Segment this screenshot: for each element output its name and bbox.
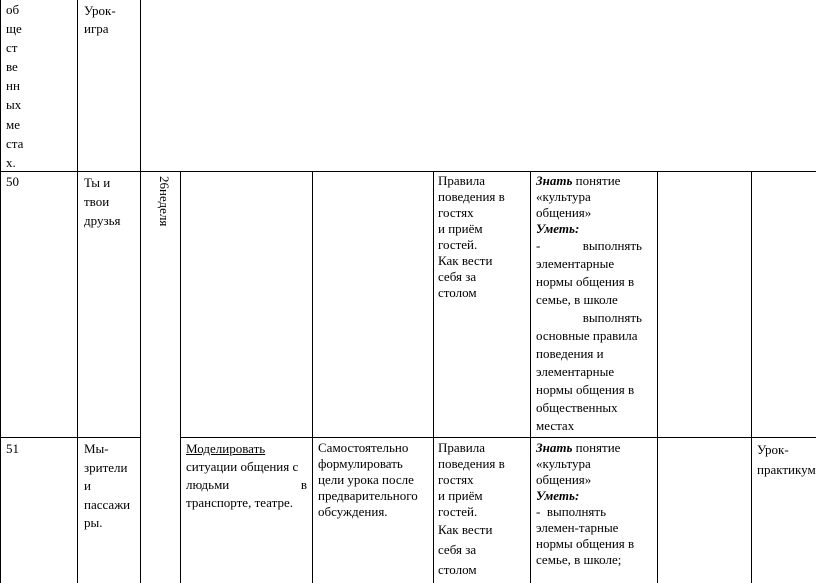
skill-line: основные правила — [536, 328, 638, 343]
goal-line: предварительного — [318, 488, 418, 503]
know-label: Знать — [536, 440, 573, 455]
topic-line: ме — [6, 116, 20, 132]
grid-line — [77, 0, 78, 583]
topic-line: пассажи — [84, 496, 131, 512]
topic-line: ста — [6, 135, 24, 151]
skill-line: - выполнять — [536, 504, 607, 519]
content-cell — [438, 173, 528, 301]
goal-line: формулировать — [318, 456, 403, 471]
content-line: поведения в — [438, 456, 505, 471]
grid-line — [312, 172, 313, 583]
grid-line — [0, 0, 1, 583]
topic-line: зрители — [84, 459, 128, 475]
topic-line: об — [6, 2, 20, 17]
grid-line — [0, 437, 140, 438]
activity-line: транспорте, театре. — [186, 495, 293, 510]
topic-line: ры. — [84, 515, 103, 530]
topic-cell — [84, 440, 139, 533]
content-line: и приём — [438, 221, 483, 236]
content-cell — [438, 440, 528, 580]
skill-line: элемен-тарные — [536, 520, 619, 535]
content-line: гостях — [438, 472, 474, 487]
content-line: гостей. — [438, 504, 478, 519]
skill-line: общественных — [536, 400, 618, 415]
topic-line: друзья — [84, 213, 121, 228]
week-label: 26неделя — [157, 176, 172, 227]
activity-word: в — [300, 477, 307, 492]
skill-line: семье, в школе — [536, 292, 618, 307]
content-line: и приём — [438, 488, 483, 503]
topic-line: нн — [6, 78, 20, 94]
content-line: Как вести — [438, 522, 493, 537]
grid-line — [751, 172, 752, 583]
know-label: Знать — [536, 173, 573, 188]
lesson-type-line: Урок- — [84, 3, 116, 18]
skill-line: выполнять — [582, 310, 642, 325]
content-line: Правила — [438, 440, 486, 455]
skill-line: местах — [536, 418, 575, 433]
topic-line: ве — [6, 59, 18, 75]
activity-line: ситуации общения с — [186, 459, 299, 474]
topic-line: Ты и — [84, 175, 111, 190]
row-number: 51 — [6, 441, 19, 456]
knowledge-cell — [536, 173, 642, 435]
bullet-text: выполнять — [582, 238, 642, 253]
activity-word: людьми — [186, 477, 230, 492]
goal-line: цели урока после — [318, 472, 414, 487]
topic-line: ст — [6, 40, 18, 56]
lesson-type-line: игра — [84, 21, 109, 36]
topic-line: х. — [6, 154, 16, 170]
bullet-dash: - — [536, 238, 541, 253]
skill-line: нормы общения в — [536, 536, 635, 551]
grid-line — [140, 0, 141, 583]
grid-line — [657, 172, 658, 583]
topic-cell — [6, 0, 66, 172]
topic-line: Мы- — [84, 441, 109, 456]
grid-line — [530, 172, 531, 583]
activity-link[interactable]: Моделировать — [186, 441, 266, 456]
row-number: 50 — [6, 174, 19, 189]
topic-line: и — [84, 478, 91, 493]
skill-line: нормы общения в — [536, 382, 635, 397]
content-line: гостях — [438, 205, 474, 220]
grid-line — [180, 172, 181, 583]
goal-line: Самостоятельно — [318, 440, 409, 455]
topic-line: твои — [84, 194, 110, 209]
content-line: себя за — [438, 269, 477, 284]
able-label: Уметь: — [536, 488, 580, 503]
content-line: столом — [438, 285, 477, 300]
know-text: понятие — [572, 440, 621, 455]
content-line: столом — [438, 562, 477, 577]
topic-line: ых — [6, 97, 22, 113]
know-text: понятие — [572, 173, 621, 188]
grid-line — [0, 171, 816, 172]
know-line: «культура — [536, 456, 591, 471]
lesson-type-line: практикум — [757, 462, 816, 477]
knowledge-cell — [536, 440, 642, 568]
goal-line: обсуждения. — [318, 504, 388, 519]
skill-line: поведения и — [536, 346, 604, 361]
activity-cell — [186, 440, 307, 512]
grid-line — [180, 437, 816, 438]
content-line: себя за — [438, 542, 477, 557]
topic-line: ще — [6, 21, 22, 37]
content-line: Правила — [438, 173, 486, 188]
goal-cell — [318, 440, 430, 520]
content-line: гостей. — [438, 237, 478, 252]
know-line: общения» — [536, 205, 592, 220]
able-label: Уметь: — [536, 221, 580, 236]
know-line: общения» — [536, 472, 592, 487]
content-line: поведения в — [438, 189, 505, 204]
know-line: «культура — [536, 189, 591, 204]
skill-line: элементарные — [536, 256, 615, 271]
skill-line: семье, в школе; — [536, 552, 622, 567]
grid-line — [433, 172, 434, 583]
skill-line: нормы общения в — [536, 274, 635, 289]
lesson-type-cell — [84, 2, 139, 38]
lesson-type-line: Урок- — [757, 442, 789, 457]
skill-line: элементарные — [536, 364, 615, 379]
content-line: Как вести — [438, 253, 493, 268]
lesson-type-cell — [757, 440, 816, 480]
topic-cell — [84, 173, 139, 230]
